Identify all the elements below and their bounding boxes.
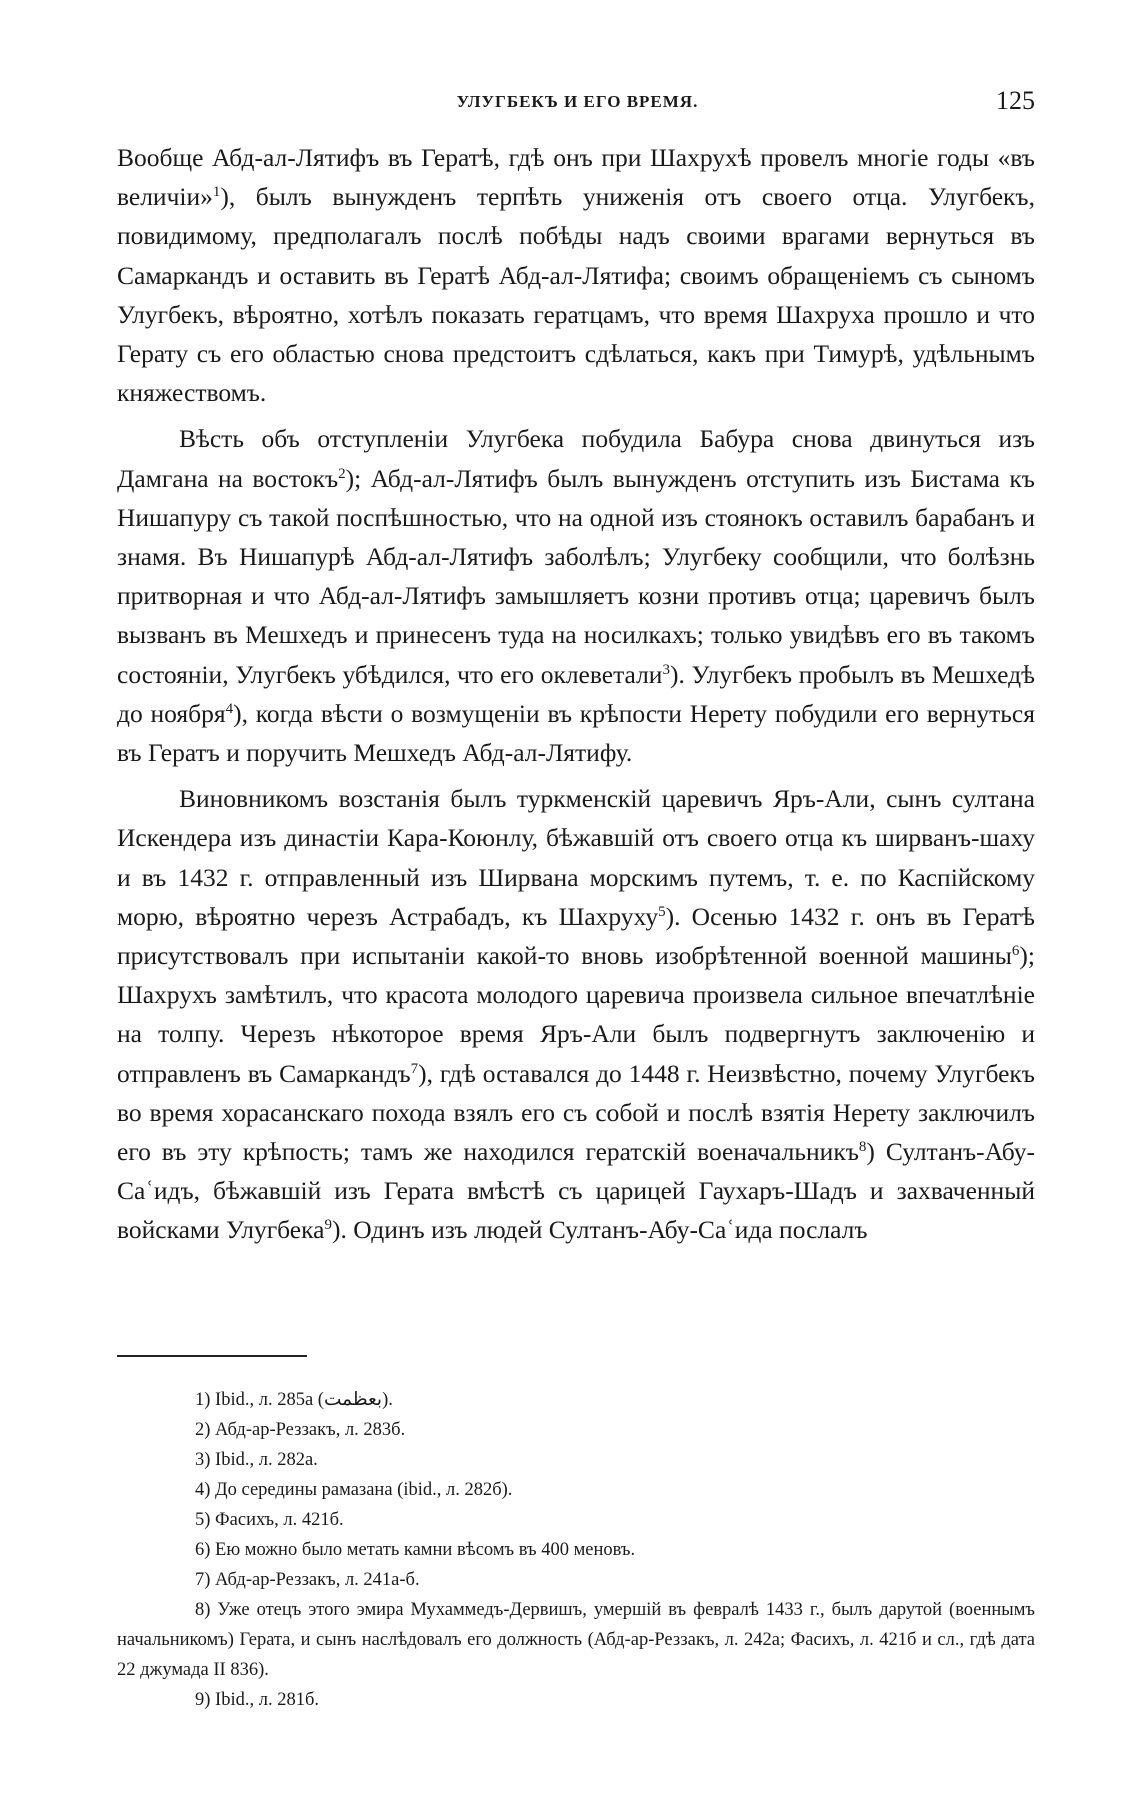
- text-run: ). Улугбекъ пробылъ въ Мешхедѣ до ноября: [117, 659, 1035, 728]
- footnote-marker: 6: [1011, 943, 1020, 960]
- footnote: 6) Ею можно было метать камни вѣсомъ въ 400 меновъ.: [195, 1540, 636, 1560]
- footnote-marker: 8: [858, 1139, 867, 1156]
- text-run: ) Султанъ-Абу-Саʿидъ, бѣжавшiй изъ Герата вмѣстѣ съ царицей Гаухаръ-Шадъ и захваченный войсками Улугбека: [117, 1137, 1036, 1245]
- footnote-marker: 1: [212, 184, 221, 201]
- footnote-marker: 2: [338, 465, 346, 482]
- text-run: Вообще Абд-ал-Лятифъ въ Гератѣ, гдѣ онъ при Шахрухѣ провелъ многiе годы «въ величiи»: [117, 143, 1035, 212]
- page-header: [120, 86, 1035, 120]
- paragraph: [117, 419, 1035, 772]
- footnote-marker: 4: [225, 700, 234, 717]
- text-run: ); Абд-ал-Лятифъ былъ вынужденъ отступить изъ Бистама къ Нишапуру съ такой поспѣшностью, что на одной изъ стоянокъ оставилъ барабанъ и знамя. Въ Нишапурѣ Абд-ал-Лятифъ заболѣлъ; Улугбеку сообщили, что болѣзнь притворная и что Абд-ал-Лятифъ замышляетъ козни противъ отца; царевичъ былъ вызванъ въ Мешхедъ и принесенъ туда на носилкахъ; только увидѣвъ его въ такомъ состоянiи, Улугбекъ убѣдился, что его оклеветали: [117, 463, 1035, 689]
- footnote: 1) Ibid., л. 285а (بعظمت).: [195, 1390, 393, 1410]
- page-number: 125: [996, 86, 1035, 115]
- running-title: УЛУГБЕКЪ И ЕГО ВРЕМЯ.: [456, 92, 699, 111]
- footnote: 4) До середины рамазана (ibid., л. 282б).: [195, 1480, 513, 1500]
- footnotes: [117, 1385, 1035, 1715]
- text-run: ); Шахрухъ замѣтилъ, что красота молодого царевича произвела сильное впечатлѣнiе на толпу. Черезъ нѣкоторое время Яръ-Али былъ подвергнутъ заключенiю и отправленъ въ Самаркандъ: [117, 941, 1035, 1088]
- footnote: 2) Абд-ар-Реззакъ, л. 283б.: [195, 1420, 406, 1440]
- footnote-marker: 9: [324, 1217, 332, 1234]
- footnote-marker: 3: [662, 661, 670, 678]
- text-run: Вѣсть объ отступленiи Улугбека побудила Бабура снова двинуться изъ Дамгана на востокъ: [117, 424, 1035, 493]
- text-run: ), былъ вынужденъ терпѣть униженiя отъ своего отца. Улугбекъ, повидимому, предполагалъ послѣ побѣды надъ своими врагами вернуться въ Самаркандъ и оставить въ Гератѣ Абд-ал-Лятифа; своимъ обращенiемъ съ сыномъ Улугбекъ, вѣроятно, хотѣлъ показать гератцамъ, что время Шахруха прошло и что Герату съ его областью снова предстоитъ сдѣлаться, какъ при Тимурѣ, удѣльнымъ княжествомъ.: [117, 182, 1035, 408]
- footnote-marker: 5: [658, 903, 666, 920]
- footnote-marker: 7: [410, 1060, 419, 1077]
- text-run: ). Одинъ изъ людей Султанъ-Абу-Саʿида послалъ: [331, 1215, 868, 1245]
- footnote: 5) Фасихъ, л. 421б.: [195, 1510, 344, 1530]
- text-run: ), гдѣ оставался до 1448 г. Неизвѣстно, почему Улугбекъ во время хорасанскаго похода взялъ его съ собой и послѣ взятiя Нерету заключилъ его въ эту крѣпость; тамъ же находился гератскiй военачальникъ: [117, 1058, 1035, 1167]
- footnote-divider: [117, 1355, 307, 1357]
- text-run: ). Осенью 1432 г. онъ въ Гератѣ присутствовалъ при испытанiи какой-то вновь изобрѣтенной военной машины: [117, 901, 1035, 971]
- footnote: 8) Уже отецъ этого эмира Мухаммедъ-Дервишъ, умершiй въ февралѣ 1433 г., былъ дарутой (военнымъ начальникомъ) Герата, и сынъ наслѣдовалъ его должность (Абд-ар-Реззакъ, л. 242а; Фасихъ, л. 421б и сл., гдѣ дата 22 джумада II 836).: [117, 1600, 1035, 1680]
- text-run: ), когда вѣсти о возмущенiи въ крѣпости Нерету побудили его вернуться въ Гератъ и поручить Мешхедъ Абд-ал-Лятифу.: [117, 698, 1035, 768]
- footnote: 7) Абд-ар-Реззакъ, л. 241а-б.: [195, 1570, 420, 1590]
- footnote: 9) Ibid., л. 281б.: [195, 1690, 319, 1710]
- paragraph: [117, 779, 1035, 1249]
- footnote: 3) Ibid., л. 282а.: [195, 1450, 318, 1470]
- text-run: Виновникомъ возстанiя былъ туркменскiй царевичъ Яръ-Али, сынъ султана Искендера изъ династiи Кара-Коюнлу, бѣжавшiй отъ своего отца къ ширванъ-шаху и въ 1432 г. отправленный изъ Ширвана морскимъ путемъ, т. е. по Каспiйскому морю, вѣроятно черезъ Астрабадъ, къ Шахруху: [117, 784, 1035, 931]
- paragraph: [117, 138, 1035, 412]
- main-text: [117, 138, 1035, 1250]
